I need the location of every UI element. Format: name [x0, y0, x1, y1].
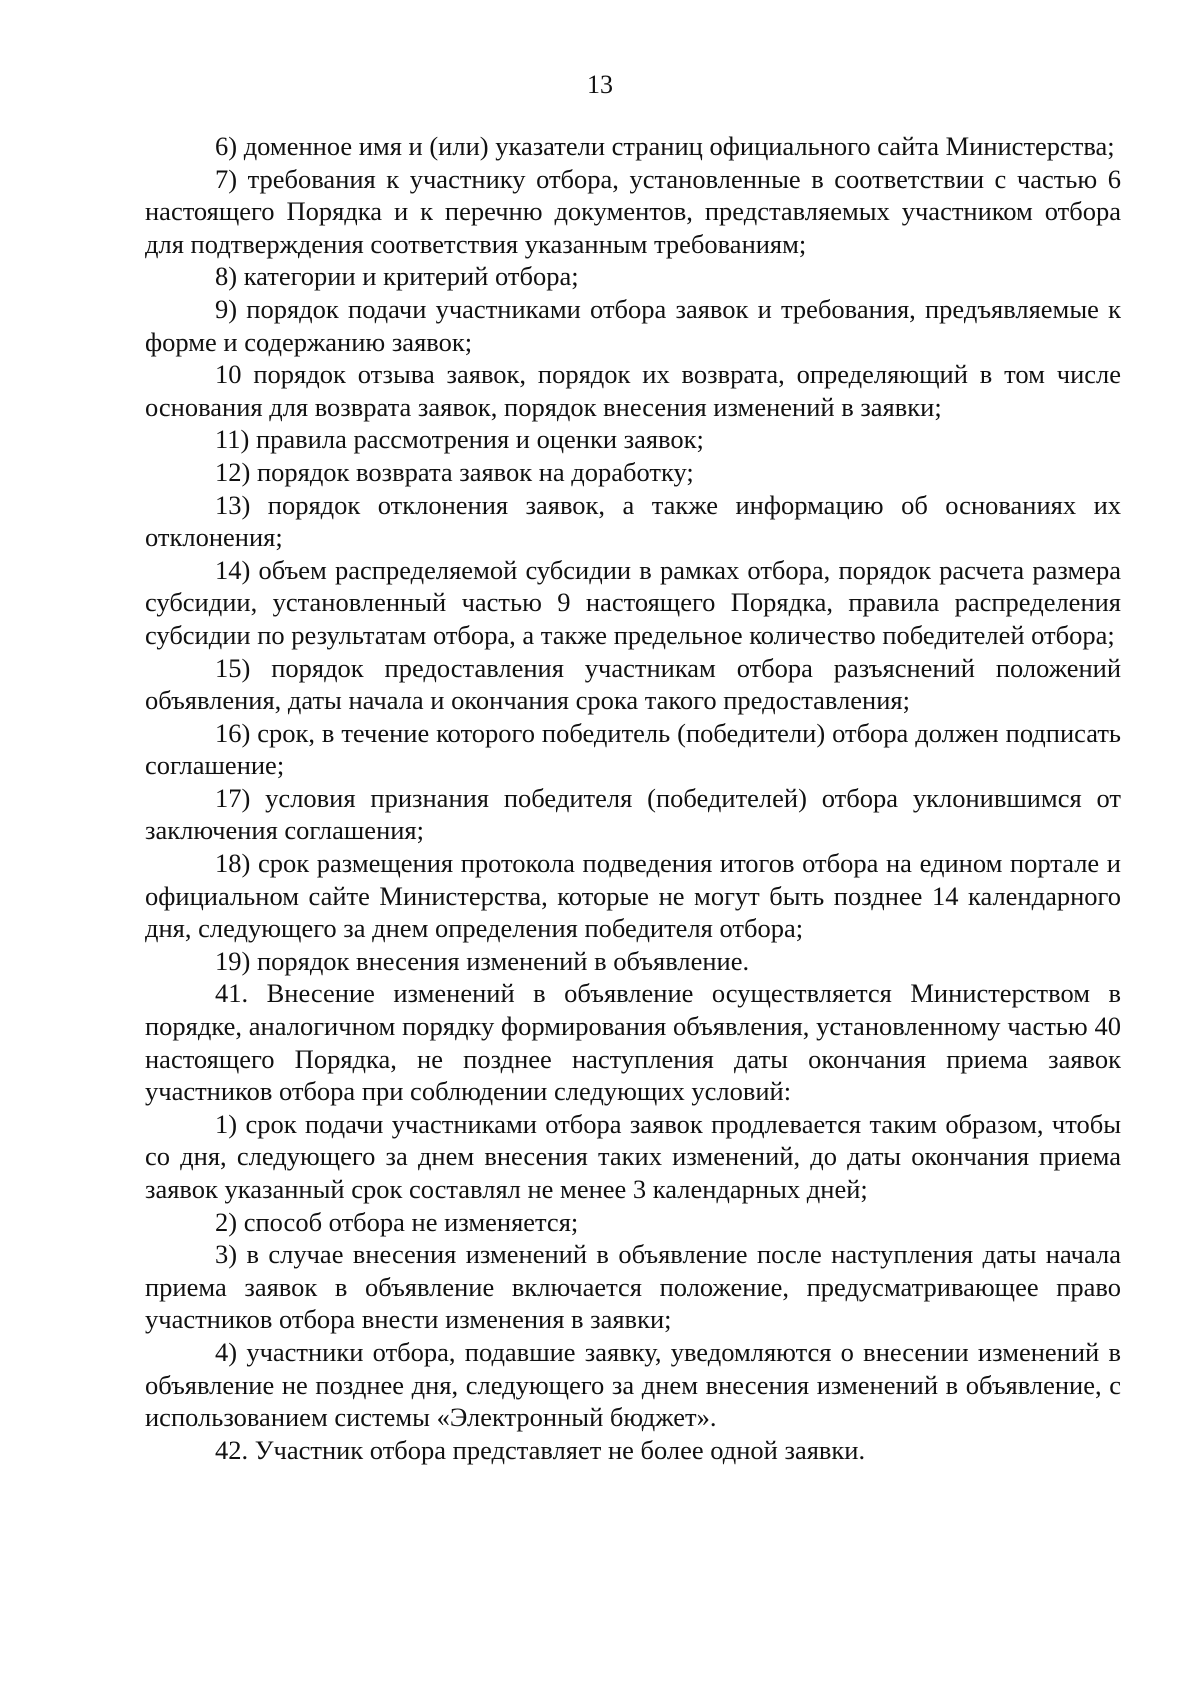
- paragraph-condition-1: 1) срок подачи участниками отбора заявок продлевается таким образом, чтобы со дня, следующего за днем внесения таких изменений, до даты окончания приема заявок указанный срок составлял не менее 3 календарных дней;: [145, 1108, 1121, 1204]
- paragraph-item-9: 9) порядок подачи участниками отбора заявок и требования, предъявляемые к форме и содержанию заявок;: [145, 293, 1121, 357]
- paragraph-item-6: 6) доменное имя и (или) указатели страниц официального сайта Министерства;: [215, 131, 1115, 161]
- page-number: 13: [587, 70, 613, 99]
- paragraph-item-13: 13) порядок отклонения заявок, а также информацию об основаниях их отклонения;: [145, 489, 1121, 553]
- document-body: [145, 130, 1121, 1466]
- paragraph-item-15: 15) порядок предоставления участникам отбора разъяснений положений объявления, даты начала и окончания срока такого предоставления;: [145, 652, 1121, 716]
- paragraph-section-41: 41. Внесение изменений в объявление осуществляется Министерством в порядке, аналогичном порядку формирования объявления, установленному частью 40 настоящего Порядка, не позднее наступления даты окончания приема заявок участников отбора при соблюдении следующих условий:: [145, 978, 1121, 1107]
- paragraph-item-12: 12) порядок возврата заявок на доработку;: [215, 456, 694, 487]
- paragraph-condition-3: 3) в случае внесения изменений в объявление после наступления даты начала приема заявок в объявление включается положение, предусматривающее право участников отбора внести изменения в заявки;: [145, 1239, 1121, 1335]
- paragraph-item-17: 17) условия признания победителя (победителей) отбора уклонившимся от заключения соглашения;: [145, 782, 1121, 846]
- paragraph-section-42: 42. Участник отбора представляет не более одной заявки.: [215, 1434, 866, 1465]
- paragraph-item-19: 19) порядок внесения изменений в объявление.: [215, 945, 750, 976]
- paragraph-condition-4: 4) участники отбора, подавшие заявку, уведомляются о внесении изменений в объявление не позднее дня, следующего за днем внесения изменений в объявление, с использованием системы «Электронный бюджет».: [145, 1336, 1121, 1433]
- paragraph-condition-2: 2) способ отбора не изменяется;: [215, 1206, 579, 1237]
- paragraph-item-18: 18) срок размещения протокола подведения итогов отбора на едином портале и официальном сайте Министерства, которые не могут быть позднее 14 календарного дня, следующего за днем определения победителя отбора;: [145, 848, 1121, 944]
- paragraph-item-8: 8) категории и критерий отбора;: [215, 261, 579, 292]
- paragraph-item-10: 10 порядок отзыва заявок, порядок их возврата, определяющий в том числе основания для возврата заявок, порядок внесения изменений в заявки;: [145, 359, 1121, 422]
- paragraph-item-11: 11) правила рассмотрения и оценки заявок;: [215, 424, 704, 455]
- paragraph-item-7: 7) требования к участнику отбора, установленные в соответствии с частью 6 настоящего Порядка и к перечню документов, представляемых участником отбора для подтверждения соответствия указанным требованиям;: [145, 163, 1121, 259]
- paragraph-item-14: 14) объем распределяемой субсидии в рамках отбора, порядок расчета размера субсидии, установленный частью 9 настоящего Порядка, правила распределения субсидии по результатам отбора, а также предельное количество победителей отбора;: [145, 554, 1121, 650]
- paragraph-item-16: 16) срок, в течение которого победитель (победители) отбора должен подписать соглашение;: [145, 717, 1121, 781]
